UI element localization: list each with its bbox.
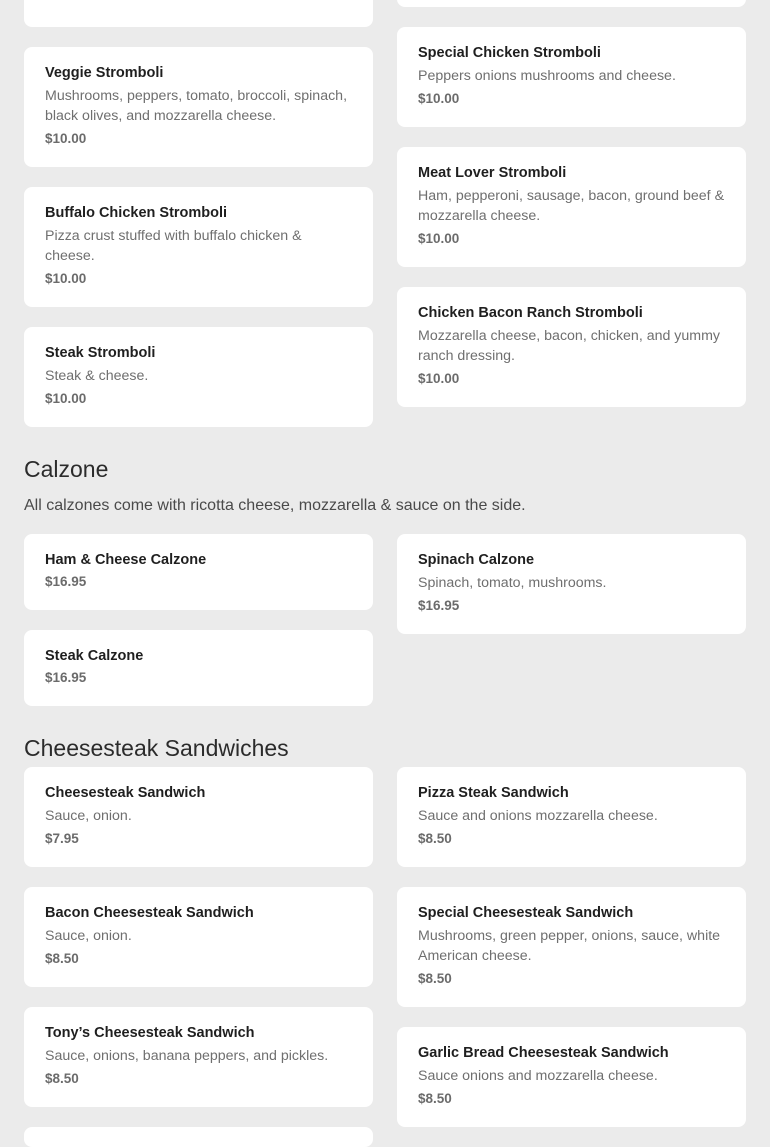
menu-item-card[interactable] (397, 0, 746, 7)
item-price: $10.00 (418, 231, 460, 246)
menu-item-card[interactable] (24, 767, 373, 867)
item-price: $8.50 (418, 971, 452, 986)
item-name: Buffalo Chicken Stromboli (45, 205, 228, 221)
item-description: Mozzarella cheese, bacon, chicken, and yummy ranch dressing. (418, 328, 721, 364)
item-description: Sauce onions and mozzarella cheese. (418, 1068, 658, 1084)
item-price: $16.95 (418, 598, 460, 613)
item-price: $16.95 (45, 574, 87, 589)
menu-item-card[interactable] (397, 1027, 746, 1127)
item-name: Tony’s Cheesesteak Sandwich (45, 1025, 255, 1041)
item-name: Steak Calzone (45, 648, 144, 664)
menu-item-card[interactable] (397, 287, 746, 407)
item-price: $8.50 (45, 1071, 79, 1086)
section-title-cheesesteak: Cheesesteak Sandwiches (24, 735, 289, 761)
item-price: $10.00 (45, 271, 87, 286)
item-description: Sauce, onions, banana peppers, and pickles. (45, 1048, 329, 1064)
menu-item-card[interactable] (24, 47, 373, 167)
item-description: Sauce, onion. (45, 928, 132, 944)
item-description: Mushrooms, peppers, tomato, broccoli, spinach, black olives, and mozzarella cheese. (45, 88, 348, 124)
item-name: Bacon Cheesesteak Sandwich (45, 905, 254, 921)
item-description: Pizza crust stuffed with buffalo chicken & cheese. (45, 228, 302, 264)
item-price: $10.00 (418, 91, 460, 106)
section-title-calzone: Calzone (24, 456, 109, 482)
item-price: $8.50 (418, 831, 452, 846)
menu-item-card[interactable] (24, 1007, 373, 1107)
item-price: $7.95 (45, 831, 79, 846)
item-name: Ham & Cheese Calzone (45, 552, 207, 568)
item-name: Special Chicken Stromboli (418, 45, 601, 61)
menu-item-card[interactable] (24, 887, 373, 987)
item-description: Sauce, onion. (45, 808, 132, 824)
menu-item-card[interactable] (24, 0, 373, 27)
item-price: $10.00 (45, 131, 87, 146)
menu-item-card[interactable] (24, 630, 373, 706)
item-description: Peppers onions mushrooms and cheese. (418, 68, 676, 84)
item-name: Special Cheesesteak Sandwich (418, 905, 634, 921)
menu-item-card[interactable] (397, 767, 746, 867)
item-name: Pizza Steak Sandwich (418, 785, 569, 801)
item-description: Ham, pepperoni, sausage, bacon, ground beef & mozzarella cheese. (418, 188, 725, 224)
item-price: $16.95 (45, 670, 87, 685)
menu-item-card[interactable] (24, 534, 373, 610)
item-name: Chicken Bacon Ranch Stromboli (418, 305, 643, 321)
item-description: Mushrooms, green pepper, onions, sauce, white American cheese. (418, 928, 721, 964)
menu-item-card[interactable] (397, 27, 746, 127)
item-name: Cheesesteak Sandwich (45, 785, 206, 801)
item-name: Spinach Calzone (418, 552, 535, 568)
item-price: $8.50 (418, 1091, 452, 1106)
item-description: Sauce and onions mozzarella cheese. (418, 808, 658, 824)
menu-item-card[interactable] (24, 327, 373, 427)
item-description: Steak & cheese. (45, 368, 149, 384)
item-price: $8.50 (45, 951, 79, 966)
item-price: $10.00 (418, 371, 460, 386)
item-name: Veggie Stromboli (45, 65, 164, 81)
menu-item-card[interactable] (24, 187, 373, 307)
item-name: Garlic Bread Cheesesteak Sandwich (418, 1045, 669, 1061)
menu-item-card[interactable] (397, 534, 746, 634)
menu-item-card[interactable] (397, 147, 746, 267)
item-name: Meat Lover Stromboli (418, 165, 567, 181)
item-price: $10.00 (45, 391, 87, 406)
section-note-calzone: All calzones come with ricotta cheese, mozzarella & sauce on the side. (24, 497, 526, 514)
menu-item-card[interactable] (24, 1127, 373, 1147)
menu-item-card[interactable] (397, 887, 746, 1007)
item-description: Spinach, tomato, mushrooms. (418, 575, 607, 591)
item-name: Steak Stromboli (45, 345, 156, 361)
